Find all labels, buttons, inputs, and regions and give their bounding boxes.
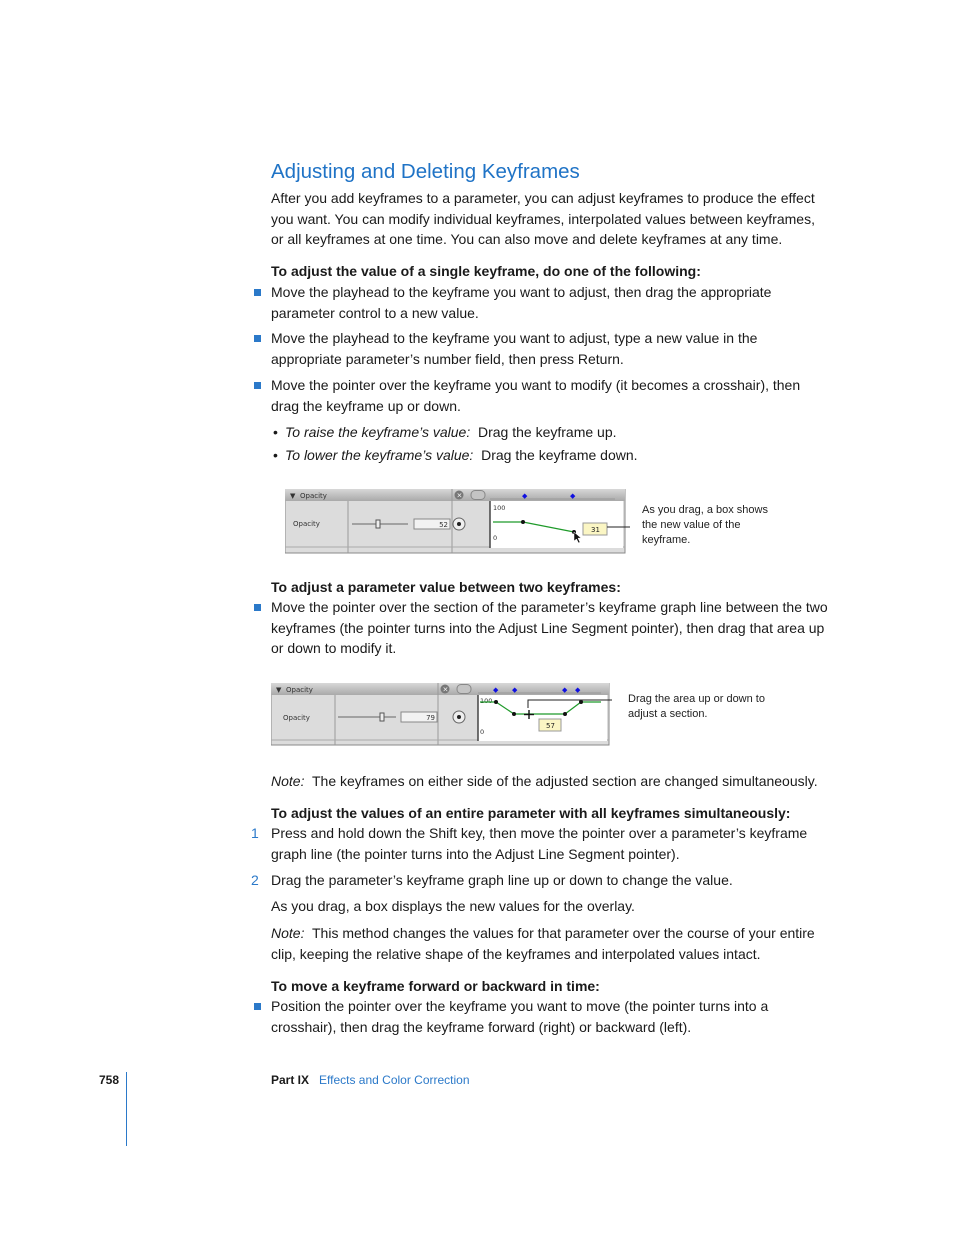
bullet-marker bbox=[254, 1003, 261, 1010]
keyframe-editor-figure-2 bbox=[271, 683, 616, 747]
step-number-2: 2 bbox=[251, 872, 259, 888]
graph-scale-bottom: 0 bbox=[493, 534, 498, 542]
keyframe-marker-icon[interactable]: ◆ bbox=[570, 492, 576, 500]
section2-bullet-1: Move the pointer over the section of the parameter’s keyframe graph line between the two keyframes (the pointer turns into the Adjust Line Segment pointer), then drag that area up or down to modify it. bbox=[271, 599, 828, 656]
sub-bullet-lower-label: To lower the keyframe’s value: bbox=[285, 447, 474, 463]
sub-bullet-raise bbox=[285, 422, 617, 443]
step-2-result: As you drag, a box displays the new values for the overlay. bbox=[271, 898, 635, 914]
keyframe-marker-icon[interactable]: ◆ bbox=[493, 686, 499, 694]
page-number: 758 bbox=[99, 1073, 120, 1087]
keyframe-point[interactable] bbox=[521, 520, 525, 524]
disclosure-triangle-icon[interactable]: ▼ bbox=[290, 492, 296, 500]
section3-heading: To adjust the values of an entire parameter with all keyframes simultaneously: bbox=[271, 805, 791, 821]
keyframe-marker-icon[interactable]: ◆ bbox=[575, 686, 581, 694]
footer-chapter-link[interactable]: Effects and Color Correction bbox=[319, 1073, 470, 1087]
keyframe-point[interactable] bbox=[563, 712, 567, 716]
reset-x-icon: × bbox=[456, 491, 463, 500]
footer-rule bbox=[126, 1072, 127, 1146]
note-1-text: The keyframes on either side of the adjusted section are changed simultaneously. bbox=[312, 773, 818, 789]
disclosure-triangle-icon[interactable]: ▼ bbox=[276, 686, 282, 694]
keyframe-marker-icon[interactable]: ◆ bbox=[522, 492, 528, 500]
keyframe-button-dot bbox=[457, 522, 461, 526]
figure2-caption: Drag the area up or down to adjust a section. bbox=[628, 693, 765, 720]
section2-heading: To adjust a parameter value between two keyframes: bbox=[271, 579, 621, 595]
bullet-marker bbox=[254, 382, 261, 389]
section1-bullet-3: Move the pointer over the keyframe you want to modify (it becomes a crosshair), then drag the keyframe up or down. bbox=[271, 377, 801, 414]
keyframe-point[interactable] bbox=[579, 700, 583, 704]
section1-bullet-2: Move the playhead to the keyframe you want to adjust, type a new value in the appropriate parameter’s number field, then press Return. bbox=[271, 330, 758, 367]
slider-thumb[interactable] bbox=[376, 520, 380, 528]
keyframe-marker-icon[interactable]: ◆ bbox=[512, 686, 518, 694]
reset-x-icon: × bbox=[442, 685, 449, 694]
section1-bullet-1: Move the playhead to the keyframe you want to adjust, then drag the appropriate parameter control to a new value. bbox=[271, 284, 772, 321]
keyframe-marker-icon[interactable]: ◆ bbox=[562, 686, 568, 694]
bullet-marker bbox=[254, 604, 261, 611]
parameter-row-label: Opacity bbox=[293, 520, 320, 528]
value-field-text: 52 bbox=[439, 521, 448, 529]
note-1 bbox=[271, 771, 831, 792]
sub-bullet-raise-text: Drag the keyframe up. bbox=[478, 424, 617, 440]
value-box-text: 57 bbox=[546, 722, 555, 730]
step-2-text: Drag the parameter’s keyframe graph line up or down to change the value. bbox=[271, 872, 733, 888]
graph-scale-top: 100 bbox=[480, 697, 493, 705]
note-2-text: This method changes the values for that parameter over the course of your entire clip, keeping the relative shape of the keyframes and interpolated values intact. bbox=[271, 925, 815, 962]
keyframe-menu-button[interactable] bbox=[471, 491, 485, 500]
footer-part: Part IX bbox=[271, 1073, 310, 1087]
graph-scale-top: 100 bbox=[493, 504, 506, 512]
value-box-text: 31 bbox=[591, 526, 600, 534]
note-1-label: Note: bbox=[271, 773, 305, 789]
step-number-1: 1 bbox=[251, 825, 259, 841]
sub-bullet-lower-text: Drag the keyframe down. bbox=[481, 447, 638, 463]
keyframe-editor-figure-1 bbox=[285, 489, 630, 555]
note-2-label: Note: bbox=[271, 925, 305, 941]
bullet-marker bbox=[254, 335, 261, 342]
intro-paragraph: After you add keyframes to a parameter, you can adjust keyframes to produce the effect you want. You can modify individual keyframes, interpolated values between keyframes, or all keyframes at one time. You can also move and delete keyframes at any time. bbox=[271, 190, 815, 247]
note-2 bbox=[271, 923, 831, 964]
graph-scale-bottom: 0 bbox=[480, 728, 485, 736]
parameter-header-label: Opacity bbox=[286, 686, 313, 694]
keyframe-point[interactable] bbox=[512, 712, 516, 716]
step-1-text: Press and hold down the Shift key, then move the pointer over a parameter’s keyframe graph line (the pointer turns into the Adjust Line Segment pointer). bbox=[271, 825, 808, 862]
keyframe-menu-button[interactable] bbox=[457, 685, 471, 694]
figure1-caption: As you drag, a box shows the new value of the keyframe. bbox=[642, 504, 768, 546]
slider-thumb[interactable] bbox=[380, 713, 384, 721]
parameter-header-label: Opacity bbox=[300, 492, 327, 500]
value-field-text: 79 bbox=[426, 714, 435, 722]
parameter-row-label: Opacity bbox=[283, 714, 310, 722]
sub-bullet-raise-label: To raise the keyframe’s value: bbox=[285, 424, 471, 440]
sub-bullet-dot: • bbox=[273, 447, 278, 463]
sub-bullet-dot: • bbox=[273, 424, 278, 440]
page-title: Adjusting and Deleting Keyframes bbox=[271, 160, 580, 183]
section4-bullet-1: Position the pointer over the keyframe you want to move (the pointer turns into a crosshair), then drag the keyframe forward (right) or backward (left). bbox=[271, 998, 769, 1035]
section4-heading: To move a keyframe forward or backward in time: bbox=[271, 978, 600, 994]
bullet-marker bbox=[254, 289, 261, 296]
sub-bullet-lower bbox=[285, 445, 638, 466]
section1-heading: To adjust the value of a single keyframe, do one of the following: bbox=[271, 263, 701, 279]
keyframe-button-dot bbox=[457, 715, 461, 719]
keyframe-point[interactable] bbox=[494, 700, 498, 704]
